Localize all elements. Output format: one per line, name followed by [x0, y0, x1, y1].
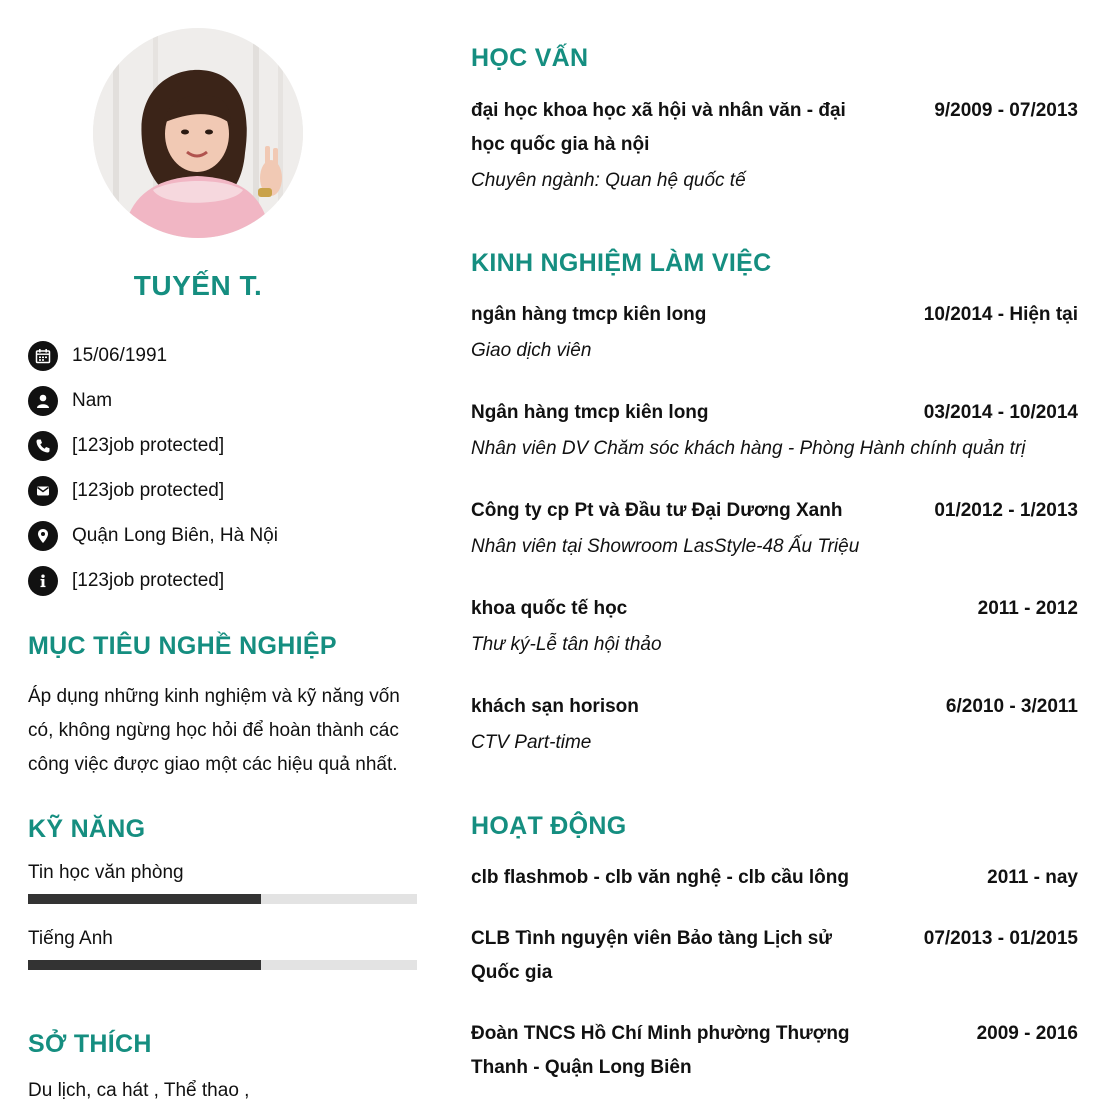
contact-phone — [28, 423, 278, 468]
entry-role: Chuyên ngành: Quan hệ quốc tế — [471, 170, 746, 191]
skill-bar-fill — [28, 960, 261, 970]
contact-address — [28, 513, 278, 558]
education-entry — [471, 94, 1078, 196]
avatar-photo — [93, 28, 303, 238]
entry-organization: Công ty cp Pt và Đầu tư Đại Dương Xanh — [471, 500, 843, 521]
education-title: HỌC VẤN — [471, 44, 589, 72]
entry-organization: khách sạn horison — [471, 696, 639, 717]
contact-text: 15/06/1991 — [72, 344, 168, 366]
contact-info — [28, 558, 278, 603]
skill-bar-fill — [28, 894, 261, 904]
contact-gender — [28, 378, 278, 423]
skill-bar — [28, 960, 417, 970]
entry-organization: Đoàn TNCS Hồ Chí Minh phường Thượng Thanh - Quận Long Biên — [471, 1023, 850, 1078]
entry-date: 2009 - 2016 — [976, 1023, 1078, 1044]
skill-name: Tin học văn phòng — [28, 862, 184, 883]
entry-role: Nhân viên tại Showroom LasStyle-48 Ấu Triệu — [471, 536, 860, 557]
skill-item — [28, 862, 417, 904]
experience-title: KINH NGHIỆM LÀM VIỆC — [471, 249, 772, 277]
avatar — [93, 28, 303, 238]
calendar-icon — [28, 341, 58, 371]
phone-icon — [28, 431, 58, 461]
location-icon — [28, 521, 58, 551]
entry-organization: ngân hàng tmcp kiên long — [471, 304, 707, 325]
entry-organization: đại học khoa học xã hội và nhân văn - đại học quốc gia hà nội — [471, 100, 846, 155]
contact-text: [123job protected] — [72, 569, 225, 591]
candidate-name: TUYẾN T. — [133, 270, 263, 301]
objective-text: Áp dụng những kinh nghiệm và kỹ năng vốn có, không ngừng học hỏi để hoàn thành các công việc được giao một các hiệu quả nhất. — [28, 686, 400, 775]
entry-date: 9/2009 - 07/2013 — [934, 100, 1078, 121]
contact-email — [28, 468, 278, 513]
email-icon — [28, 476, 58, 506]
contact-text: Nam — [72, 389, 113, 411]
skill-name: Tiếng Anh — [28, 928, 113, 949]
entry-date: 03/2014 - 10/2014 — [923, 402, 1078, 423]
entry-organization: clb flashmob - clb văn nghệ - clb cầu lông — [471, 867, 849, 888]
skill-bar — [28, 894, 417, 904]
contact-text: Quận Long Biên, Hà Nội — [72, 524, 278, 546]
info-icon — [28, 566, 58, 596]
entry-role: Nhân viên DV Chăm sóc khách hàng - Phòng Hành chính quản trị — [471, 438, 1026, 459]
entry-date: 07/2013 - 01/2015 — [923, 928, 1078, 949]
activities-title: HOẠT ĐỘNG — [471, 812, 627, 840]
user-icon — [28, 386, 58, 416]
contact-list — [28, 333, 278, 603]
entry-date: 01/2012 - 1/2013 — [934, 500, 1078, 521]
contact-birthday — [28, 333, 278, 378]
entry-organization: khoa quốc tế học — [471, 598, 628, 619]
experience-entry — [471, 494, 1078, 562]
activity-entry — [471, 861, 1078, 895]
entry-date: 2011 - 2012 — [977, 598, 1078, 619]
entry-date: 6/2010 - 3/2011 — [945, 696, 1078, 717]
experience-entry — [471, 396, 1078, 464]
skills-title: KỸ NĂNG — [28, 815, 146, 843]
entry-role: CTV Part-time — [471, 732, 592, 753]
experience-entry — [471, 298, 1078, 366]
entry-date: 2011 - nay — [987, 867, 1078, 888]
entry-role: Giao dịch viên — [471, 340, 592, 361]
hobbies-title: SỞ THÍCH — [28, 1030, 152, 1058]
entry-organization: CLB Tình nguyện viên Bảo tàng Lịch sử Quốc gia — [471, 928, 833, 983]
entry-organization: Ngân hàng tmcp kiên long — [471, 402, 709, 423]
objective-title: MỤC TIÊU NGHỀ NGHIỆP — [28, 632, 337, 660]
contact-text: [123job protected] — [72, 479, 225, 501]
experience-entry — [471, 592, 1078, 660]
hobbies-text: Du lịch, ca hát , Thể thao , — [28, 1080, 250, 1101]
entry-role: Thư ký-Lễ tân hội thảo — [471, 634, 662, 655]
entry-date: 10/2014 - Hiện tại — [923, 304, 1078, 325]
contact-text: [123job protected] — [72, 434, 225, 456]
experience-entry — [471, 690, 1078, 758]
activity-entry — [471, 922, 1078, 990]
activity-entry — [471, 1017, 1078, 1085]
skill-item — [28, 928, 417, 970]
